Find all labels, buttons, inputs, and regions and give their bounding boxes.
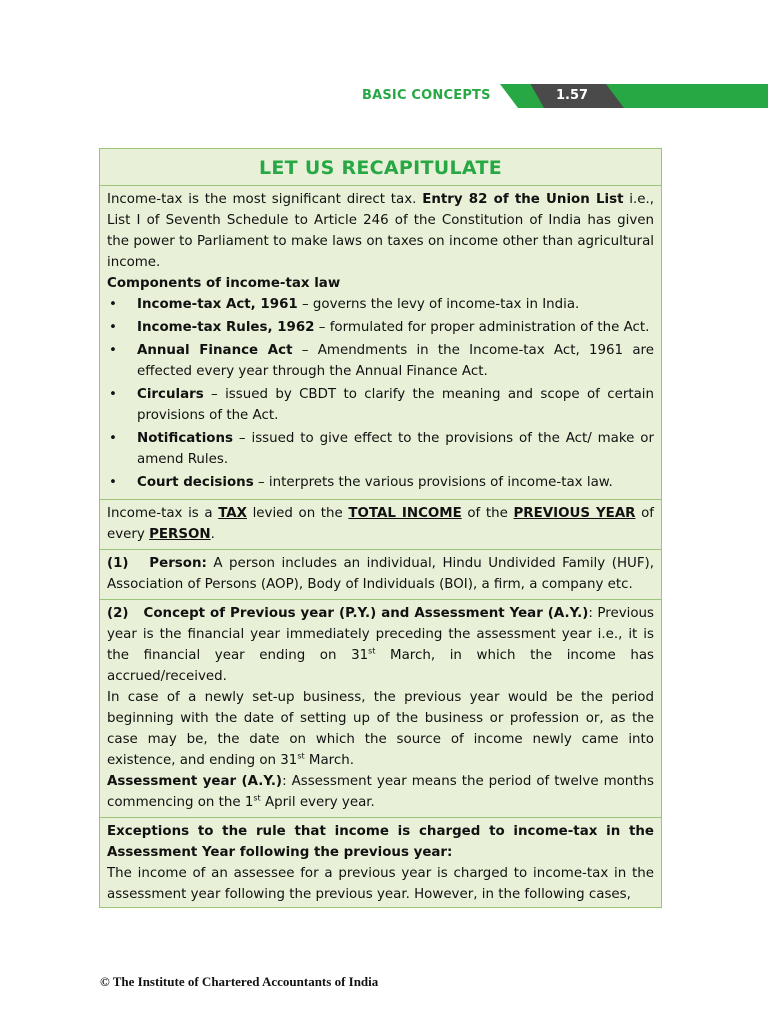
page-number: 1.57 (556, 88, 589, 103)
definition-section (100, 500, 661, 550)
bullet-icon: • (109, 475, 117, 490)
intro-paragraph: Income-tax is the most significant direct tax. Entry 82 of the Union List i.e., List I of Seventh Schedule to Article 246 of the Constitution of India has given the power to Parliament to make laws on taxes on income other than agricultural income. (107, 192, 654, 270)
intro-section (100, 186, 661, 500)
exceptions-section (100, 818, 661, 908)
recap-box (99, 148, 662, 908)
definition-paragraph: Income-tax is a TAX levied on the TOTAL INCOME of the PREVIOUS YEAR of every PERSON. (107, 506, 655, 542)
footer-copyright: © The Institute of Chartered Accountants of India (100, 974, 379, 989)
list-item: • Circulars – issued by CBDT to clarify the meaning and scope of certain provisions of the Act. (107, 384, 654, 426)
recap-title: LET US RECAPITULATE (100, 149, 661, 186)
section-title: BASIC CONCEPTS (362, 88, 491, 103)
list-item: • Annual Finance Act – Amendments in the Income-tax Act, 1961 are effected every year through the Annual Finance Act. (107, 340, 654, 382)
bullet-icon: • (109, 320, 117, 335)
assessment-year-paragraph: Assessment year (A.Y.): Assessment year means the period of twelve months commencing on the 1st April every year. (107, 774, 655, 810)
previous-year-section (100, 600, 661, 818)
exceptions-heading: Exceptions to the rule that income is charged to income-tax in the Assessment Year following the previous year: (107, 824, 654, 860)
bullet-icon: • (109, 343, 117, 358)
person-paragraph: (1) Person: A person includes an individual, Hindu Undivided Family (HUF), Association of Persons (AOP), Body of Individuals (BOI), a firm, a company etc. (107, 556, 654, 592)
new-business-paragraph: In case of a newly set-up business, the previous year would be the period beginning with the date of setting up of the business or profession or, as the case may be, the date on which the source of income newly came into existence, and ending on 31st March. (107, 690, 654, 768)
exceptions-paragraph: The income of an assessee for a previous year is charged to income-tax in the assessment year following the previous year. However, in the following cases, (107, 866, 654, 902)
page-tab-bar (500, 84, 768, 108)
bullet-icon: • (109, 297, 117, 312)
components-list (107, 294, 654, 493)
list-item: • Notifications – issued to give effect to the provisions of the Act/ make or amend Rules. (107, 428, 654, 470)
list-item: • Income-tax Rules, 1962 – formulated for proper administration of the Act. (107, 317, 654, 338)
bullet-icon: • (109, 387, 117, 402)
previous-year-paragraph: (2) Concept of Previous year (P.Y.) and Assessment Year (A.Y.): Previous year is the financial year immediately preceding the assessment year i.e., it is the financial year ending on 31st March, in which the income has accrued/received. (107, 606, 655, 684)
bullet-icon: • (109, 431, 117, 446)
list-item: • Income-tax Act, 1961 – governs the levy of income-tax in India. (107, 294, 654, 315)
components-heading: Components of income-tax law (107, 276, 341, 291)
list-item: • Court decisions – interprets the various provisions of income-tax law. (107, 472, 654, 493)
person-section (100, 550, 661, 600)
